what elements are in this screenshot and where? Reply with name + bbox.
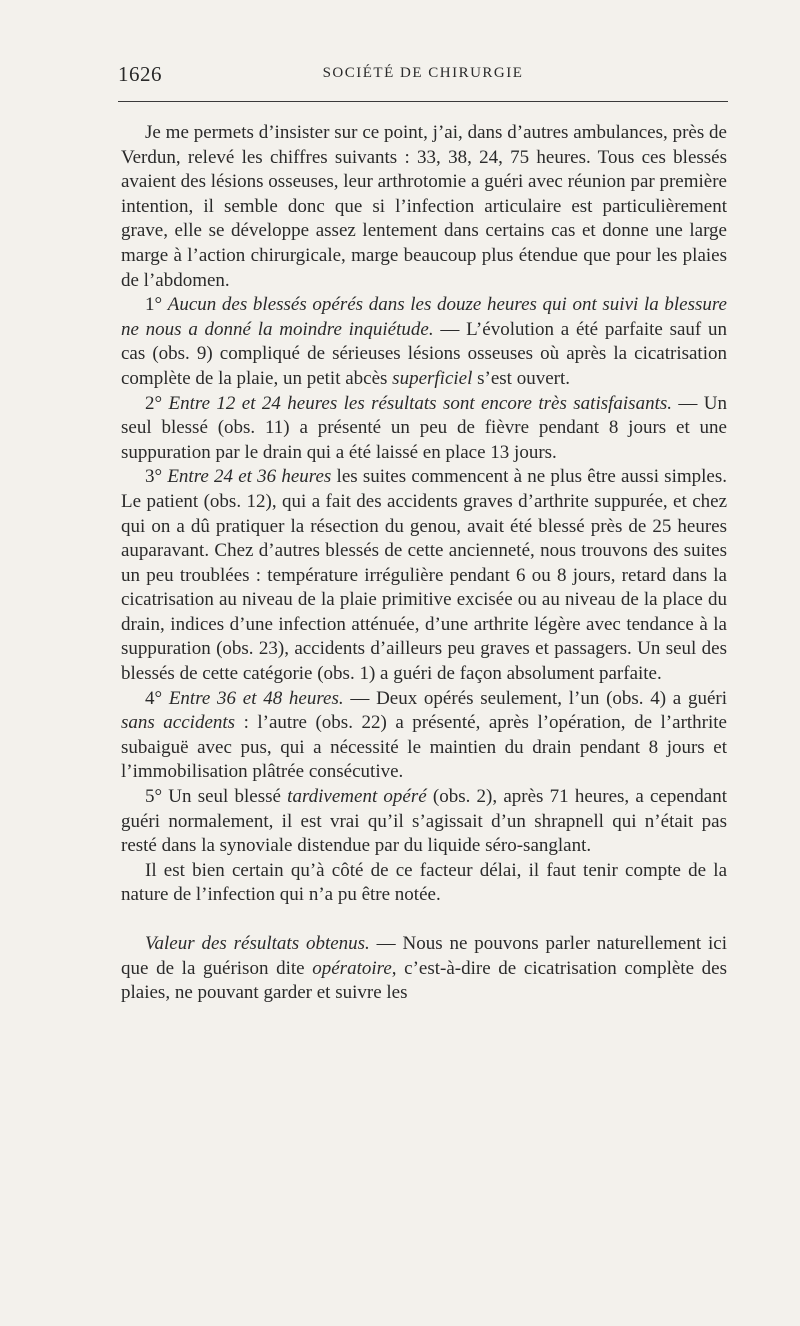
point-2-number: 2° <box>145 392 169 414</box>
point-5-emphasis: tardivement opéré <box>287 786 427 808</box>
header-rule <box>118 101 728 102</box>
paragraph-results-value <box>121 932 727 1006</box>
paragraph-point-4 <box>121 687 727 785</box>
page-number: 1626 <box>118 62 162 86</box>
point-1-heading: Aucun des blessés opérés dans les douze heures qui ont suivi la blessure ne nous a donné la moindre inquiétude. <box>121 294 727 340</box>
point-3-number: 3° <box>145 466 168 488</box>
point-3-heading: Entre 24 et 36 heures <box>167 466 332 488</box>
point-3-text: les suites commencent à ne plus être aussi simples. Le patient (obs. 12), qui a fait des accidents graves d’arthrite suppurée, et chez qui on a dû pratiquer la résection du genou, avait été blessé près de 25 heures auparavant. Chez d’autres blessés de cette ancienneté, nous trouvons des suites un peu troublées : température irrégulière pendant 6 ou 8 jours, retard dans la cicatrisation au niveau de la plaie primitive excisée ou au niveau de la place du drain, indices d’une infection atténuée, d’une arthrite légère avec tendance à la suppuration (obs. 23), accidents d’ailleurs peu graves et passagers. Un seul des blessés de cette catégorie (obs. 1) a guéri de façon absolument parfaite. <box>121 466 727 685</box>
paragraph-point-1 <box>121 293 727 391</box>
point-4-heading: Entre 36 et 48 heures. <box>168 687 344 709</box>
page-header <box>118 62 728 94</box>
point-4-number: 4° <box>145 687 169 709</box>
point-4-text-a: — Deux opérés seulement, l’un (obs. 4) a guéri <box>343 687 727 709</box>
results-text-b: , c’est-à-dire de cicatrisation complète des plaies, ne pouvant garder et suivre les <box>121 957 727 1004</box>
paragraph-point-3 <box>121 465 727 686</box>
point-5-lead: 5° Un seul blessé <box>145 786 288 808</box>
point-2-text: — Un seul blessé (obs. 11) a présenté un peu de fièvre pendant 8 jours et une suppuration par le drain qui a été laissé en place 13 jours. <box>121 392 727 463</box>
results-heading: Valeur des résultats obtenus. <box>145 933 370 954</box>
point-2-heading: Entre 12 et 24 heures les résultats sont encore très satisfaisants. <box>168 392 672 414</box>
point-1-text-a: — L’évolution a été parfaite sauf un cas (obs. 9) compliqué de sérieuses lésions osseuses où après la cicatrisation complète de la plaie, un petit abcès <box>121 318 727 389</box>
point-4-emphasis: sans accidents <box>121 712 236 734</box>
paragraph-infection-note: Il est bien certain qu’à côté de ce facteur délai, il faut tenir compte de la nature de l’infection qui n’a pu être notée. <box>121 859 727 906</box>
results-emphasis: opératoire <box>312 957 392 979</box>
paragraph-ambulances: Je me permets d’insister sur ce point, j’ai, dans d’autres ambulances, près de Verdun, relevé les chiffres suivants : 33, 38, 24, 75 heures. Tous ces blessés avaient des lésions osseuses, leur arthrotomie a guéri avec réunion par première intention, il semble donc que si l’infection articulaire est particulièrement grave, elle se développe assez lentement dans certains cas et donne une large marge à l’action chirurgicale, marge beaucoup plus étendue que pour les plaies de l’abdomen. <box>121 122 727 291</box>
point-1-text-b: s’est ouvert. <box>472 367 570 389</box>
point-1-emphasis: superficiel <box>392 367 473 389</box>
body-text <box>121 121 727 1006</box>
running-title: SOCIÉTÉ DE CHIRURGIE <box>322 65 524 81</box>
paragraph-point-5 <box>121 785 727 859</box>
point-4-text-b: : l’autre (obs. 22) a présenté, après l’opération, de l’arthrite subaiguë avec pus, qui a nécessité le maintien du drain pendant 8 jours et l’immobilisation plâtrée consécutive. <box>121 712 727 783</box>
paragraph-point-2 <box>121 392 727 466</box>
results-text-a: — Nous ne pouvons parler naturellement ici que de la guérison dite <box>121 933 727 979</box>
point-1-number: 1° <box>145 294 168 316</box>
point-5-text: (obs. 2), après 71 heures, a cependant guéri normalement, il est vrai qu’il s’agissait d’un shrapnell qui n’était pas resté dans la synoviale distendue par du liquide séro-sanglant. <box>121 786 728 857</box>
